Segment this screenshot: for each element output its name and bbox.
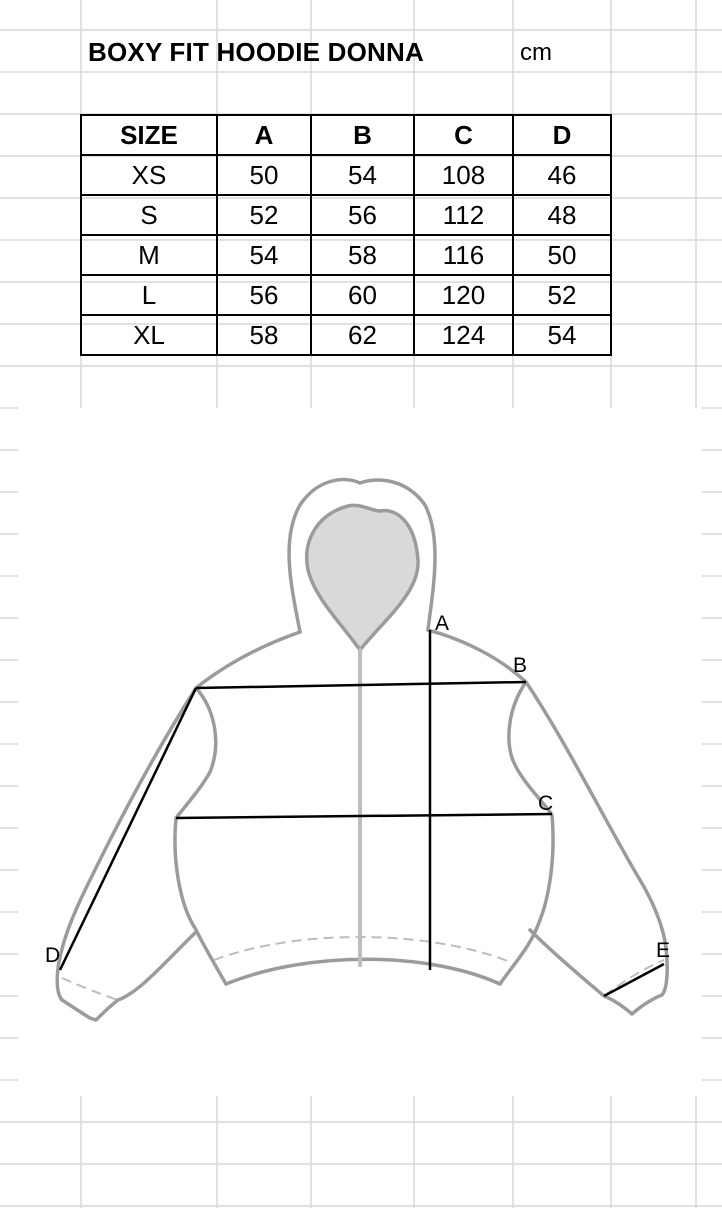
left-cuff <box>62 932 196 1020</box>
left-body-side <box>175 688 226 984</box>
header-d: D <box>513 115 611 155</box>
table-cell: 58 <box>311 235 414 275</box>
table-cell: L <box>81 275 217 315</box>
table-cell: 54 <box>217 235 311 275</box>
label-e: E <box>656 939 671 962</box>
table-cell: 52 <box>513 275 611 315</box>
table-row <box>81 235 611 275</box>
measure-line-e <box>604 964 664 996</box>
hoodie-measurement-diagram <box>0 408 722 1096</box>
left-cuff-stitching <box>62 978 118 1000</box>
table-cell: 52 <box>217 195 311 235</box>
table-row <box>81 315 611 355</box>
table-cell: 62 <box>311 315 414 355</box>
label-b: B <box>513 654 528 677</box>
header-a: A <box>217 115 311 155</box>
size-table <box>80 114 612 356</box>
table-cell: 60 <box>311 275 414 315</box>
header-size: SIZE <box>81 115 217 155</box>
table-row <box>81 275 611 315</box>
header-b: B <box>311 115 414 155</box>
table-cell: 50 <box>513 235 611 275</box>
right-body-side <box>500 682 553 984</box>
label-c: C <box>538 792 554 815</box>
table-cell: 120 <box>414 275 513 315</box>
table-row <box>81 155 611 195</box>
sheet-title: BOXY FIT HOODIE DONNA <box>88 37 424 67</box>
table-cell: S <box>81 195 217 235</box>
table-cell: 56 <box>217 275 311 315</box>
table-cell: 54 <box>311 155 414 195</box>
table-cell: XL <box>81 315 217 355</box>
table-row <box>81 195 611 235</box>
header-c: C <box>414 115 513 155</box>
table-cell: 124 <box>414 315 513 355</box>
table-cell: 54 <box>513 315 611 355</box>
table-cell: 56 <box>311 195 414 235</box>
unit-label: cm <box>520 39 552 66</box>
hood-opening <box>307 505 418 650</box>
measure-line-c <box>176 814 552 818</box>
table-cell: 58 <box>217 315 311 355</box>
table-cell: 50 <box>217 155 311 195</box>
table-cell: 48 <box>513 195 611 235</box>
label-a: A <box>435 612 450 635</box>
label-d: D <box>45 944 61 967</box>
hem-bottom <box>226 959 500 984</box>
table-cell: 116 <box>414 235 513 275</box>
table-cell: XS <box>81 155 217 195</box>
table-header-row <box>81 115 611 155</box>
table-cell: 112 <box>414 195 513 235</box>
table-cell: M <box>81 235 217 275</box>
table-cell: 46 <box>513 155 611 195</box>
table-cell: 108 <box>414 155 513 195</box>
